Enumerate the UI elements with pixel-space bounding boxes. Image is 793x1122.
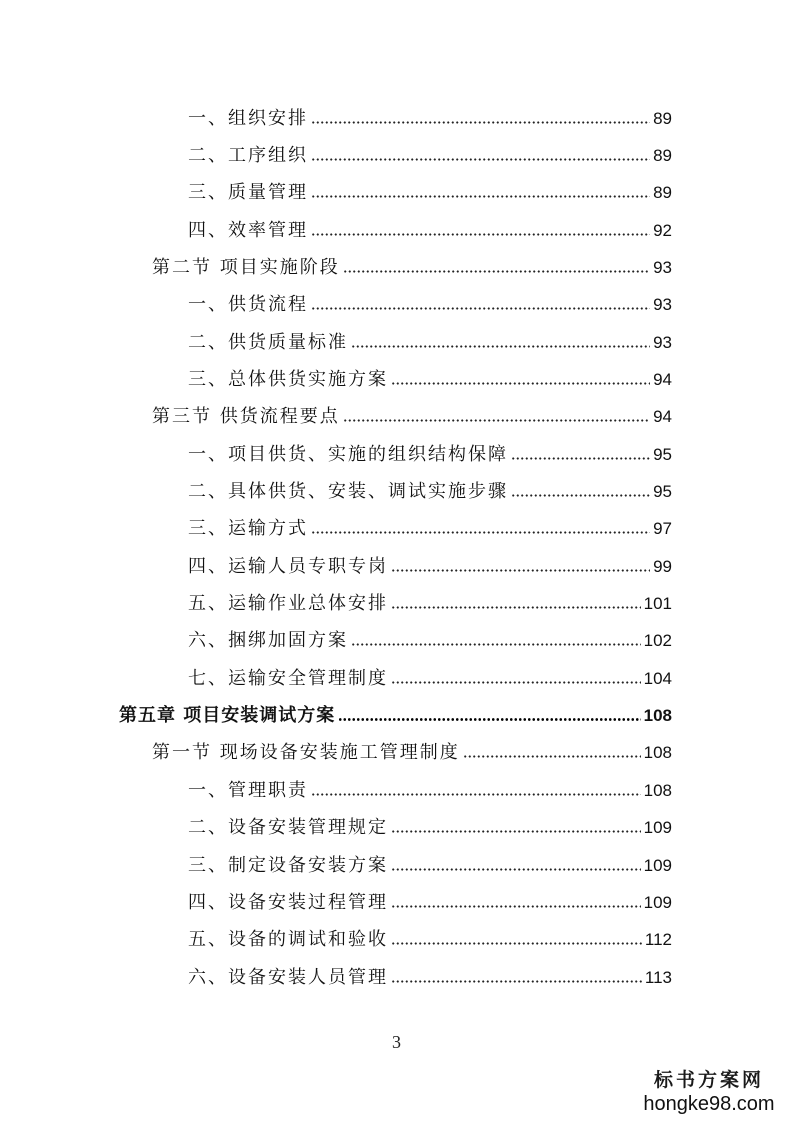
toc-entry[interactable]: [188, 664, 672, 690]
watermark-url: hongke98.com: [643, 1093, 775, 1115]
toc-entry-title: 六、设备安装人员管理: [188, 967, 388, 988]
toc-entry[interactable]: [188, 925, 672, 951]
toc-entry-page: 108: [643, 706, 672, 725]
toc-leader-dots: [343, 418, 650, 423]
toc-entry-page: 108: [643, 781, 672, 800]
toc-entry-page: 94: [653, 370, 672, 389]
toc-leader-dots: [511, 493, 650, 498]
toc-entry-page: 101: [643, 594, 672, 613]
toc-entry-title: 第三节 供货流程要点: [152, 406, 340, 427]
toc-entry-title: 第一节 现场设备安装施工管理制度: [152, 742, 460, 763]
toc-entry-page: 93: [653, 333, 672, 352]
toc-entry-title: 四、设备安装过程管理: [188, 892, 388, 913]
toc-leader-dots: [338, 717, 640, 722]
watermark-logo: [639, 1068, 779, 1116]
toc-entry-page: 92: [653, 221, 672, 240]
toc-entry-page: 102: [643, 631, 672, 650]
toc-leader-dots: [343, 269, 650, 274]
toc-entry-title: 三、总体供货实施方案: [188, 369, 388, 390]
toc-entry-chapter[interactable]: [119, 701, 672, 727]
toc-leader-dots: [351, 642, 641, 647]
toc-entry[interactable]: [188, 851, 672, 877]
toc-entry[interactable]: [188, 776, 672, 802]
toc-entry-page: 108: [643, 743, 672, 762]
toc-entry-page: 109: [643, 856, 672, 875]
toc-leader-dots: [311, 306, 650, 311]
toc-leader-dots: [311, 792, 641, 797]
toc-leader-dots: [311, 194, 650, 199]
toc-entry-page: 94: [653, 407, 672, 426]
toc-entry-title: 三、制定设备安装方案: [188, 855, 388, 876]
toc-entry-section[interactable]: [152, 738, 672, 764]
toc-entry[interactable]: [188, 477, 672, 503]
toc-entry-title: 四、效率管理: [188, 220, 308, 241]
toc-entry-title: 五、运输作业总体安排: [188, 593, 388, 614]
toc-entry-page: 104: [643, 669, 672, 688]
toc-entry-page: 95: [653, 445, 672, 464]
toc-leader-dots: [391, 381, 650, 386]
toc-leader-dots: [391, 941, 642, 946]
toc-leader-dots: [463, 754, 641, 759]
toc-entry-page: 89: [653, 183, 672, 202]
toc-leader-dots: [391, 829, 641, 834]
toc-entry-title: 第五章 项目安装调试方案: [119, 705, 336, 726]
toc-entry[interactable]: [188, 626, 672, 652]
toc-entry-title: 一、管理职责: [188, 780, 308, 801]
toc-entry-title: 二、供货质量标准: [188, 332, 348, 353]
toc-entry-title: 第二节 项目实施阶段: [152, 257, 340, 278]
page-number: 3: [392, 1032, 401, 1052]
toc-entry-page: 93: [653, 295, 672, 314]
toc-entry-title: 五、设备的调试和验收: [188, 929, 388, 950]
toc-leader-dots: [311, 120, 650, 125]
toc-entry[interactable]: [188, 813, 672, 839]
toc-entry[interactable]: [188, 440, 672, 466]
toc-entry[interactable]: [188, 514, 672, 540]
toc-entry-page: 89: [653, 146, 672, 165]
toc-entry-title: 二、设备安装管理规定: [188, 817, 388, 838]
toc-leader-dots: [391, 605, 641, 610]
toc-entry-title: 一、供货流程: [188, 294, 308, 315]
toc-leader-dots: [311, 530, 650, 535]
toc-entry-page: 93: [653, 258, 672, 277]
toc-entry-title: 六、捆绑加固方案: [188, 630, 348, 651]
toc-entry-title: 一、组织安排: [188, 108, 308, 129]
toc-entry[interactable]: [188, 963, 672, 989]
toc-entry-page: 113: [644, 968, 672, 987]
toc-leader-dots: [391, 680, 641, 685]
toc-entry[interactable]: [188, 589, 672, 615]
toc-leader-dots: [391, 867, 641, 872]
toc-entry[interactable]: [188, 104, 672, 130]
toc-leader-dots: [391, 568, 650, 573]
toc-entry-page: 89: [653, 109, 672, 128]
toc-entry[interactable]: [188, 888, 672, 914]
toc-entry-title: 三、质量管理: [188, 182, 308, 203]
toc-entry-section[interactable]: [152, 402, 672, 428]
toc-entry-title: 三、运输方式: [188, 518, 308, 539]
toc-entry[interactable]: [188, 552, 672, 578]
toc-leader-dots: [351, 344, 650, 349]
toc-entry[interactable]: [188, 178, 672, 204]
toc-leader-dots: [391, 979, 642, 984]
toc-entry-page: 99: [653, 557, 672, 576]
toc-leader-dots: [391, 904, 641, 909]
toc-entry-page: 109: [643, 818, 672, 837]
toc-entry[interactable]: [188, 141, 672, 167]
toc-entry[interactable]: [188, 290, 672, 316]
toc-entry-page: 109: [643, 893, 672, 912]
toc-leader-dots: [311, 232, 650, 237]
toc-leader-dots: [511, 456, 650, 461]
toc-entry-title: 七、运输安全管理制度: [188, 668, 388, 689]
toc-entry-title: 一、项目供货、实施的组织结构保障: [188, 444, 508, 465]
toc-entry-title: 二、工序组织: [188, 145, 308, 166]
toc-entry-section[interactable]: [152, 253, 672, 279]
toc-entry[interactable]: [188, 216, 672, 242]
toc-entry-page: 97: [653, 519, 672, 538]
toc-entry[interactable]: [188, 365, 672, 391]
toc-entry-page: 95: [653, 482, 672, 501]
toc-leader-dots: [311, 157, 650, 162]
toc-entry-title: 二、具体供货、安装、调试实施步骤: [188, 481, 508, 502]
watermark-site-name: 标书方案网: [653, 1069, 764, 1091]
toc-entry-page: 112: [644, 930, 672, 949]
toc-entry[interactable]: [188, 328, 672, 354]
toc-entry-title: 四、运输人员专职专岗: [188, 556, 388, 577]
